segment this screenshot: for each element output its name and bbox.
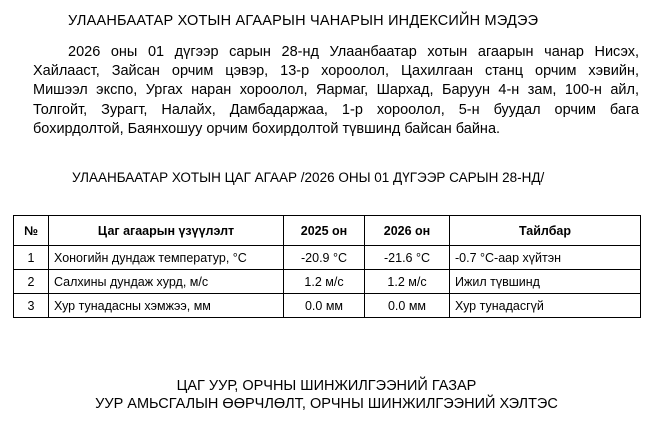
cell-2025: 1.2 м/с — [284, 270, 365, 294]
weather-title: УЛААНБААТАР ХОТЫН ЦАГ АГААР /2026 ОНЫ 01 ДҮГЭЭР САРЫН 28-НД/ — [72, 170, 545, 185]
footer-department: УУР АМЬСГАЛЫН ӨӨРЧЛӨЛТ, ОРЧНЫ ШИНЖИЛГЭЭНИЙ ХЭЛТЭС — [95, 396, 558, 412]
paragraph-line: Толгойт, Зурагт, Налайх, Дамбадаржаа, 1-р хороолол, 5-н буудал орчим бага — [33, 101, 639, 118]
cell-indicator: Салхины дундаж хурд, м/с — [49, 270, 284, 294]
cell-number: 2 — [14, 270, 49, 294]
document-title: УЛААНБААТАР ХОТЫН АГААРЫН ЧАНАРЫН ИНДЕКСИЙН МЭДЭЭ — [68, 13, 539, 29]
cell-number: 1 — [14, 246, 49, 270]
cell-note: -0.7 °C-аар хүйтэн — [450, 246, 641, 270]
footer-agency: ЦАГ УУР, ОРЧНЫ ШИНЖИЛГЭЭНИЙ ГАЗАР — [176, 378, 477, 394]
cell-indicator: Хоногийн дундаж температур, °C — [49, 246, 284, 270]
table-row — [14, 294, 641, 318]
cell-2025: -20.9 °C — [284, 246, 365, 270]
table-row — [14, 246, 641, 270]
cell-2026: 1.2 м/с — [365, 270, 450, 294]
paragraph-line: Мишээл экспо, Ургах наран хороолол, Яармаг, Шархад, Баруун 4-н зам, 100-н айл, — [33, 82, 639, 99]
table-header-row — [14, 216, 641, 246]
cell-number: 3 — [14, 294, 49, 318]
cell-2025: 0.0 мм — [284, 294, 365, 318]
cell-2026: -21.6 °C — [365, 246, 450, 270]
table-row — [14, 270, 641, 294]
paragraph-line: Хайлааст, Зайсан орчим цэвэр, 13-р хороолол, Цахилгаан станц орчим хэвийн, — [33, 63, 639, 80]
column-header-note: Тайлбар — [450, 216, 641, 246]
paragraph-line: бохирдолтой, Баянхошуу орчим бохирдолтой түвшинд байсан байна. — [33, 120, 501, 137]
cell-note: Ижил түвшинд — [450, 270, 641, 294]
air-quality-paragraph — [33, 43, 639, 139]
paragraph-line: 2026 оны 01 дүгээр сарын 28-нд Улаанбаатар хотын агаарын чанар Нисэх, — [68, 44, 639, 60]
column-header-indicator: Цаг агаарын үзүүлэлт — [49, 216, 284, 246]
weather-table — [13, 215, 641, 318]
cell-indicator: Хур тунадасны хэмжээ, мм — [49, 294, 284, 318]
cell-2026: 0.0 мм — [365, 294, 450, 318]
column-header-2026: 2026 он — [365, 216, 450, 246]
cell-note: Хур тунадасгүй — [450, 294, 641, 318]
column-header-number: № — [14, 216, 49, 246]
column-header-2025: 2025 он — [284, 216, 365, 246]
footer — [0, 377, 653, 413]
